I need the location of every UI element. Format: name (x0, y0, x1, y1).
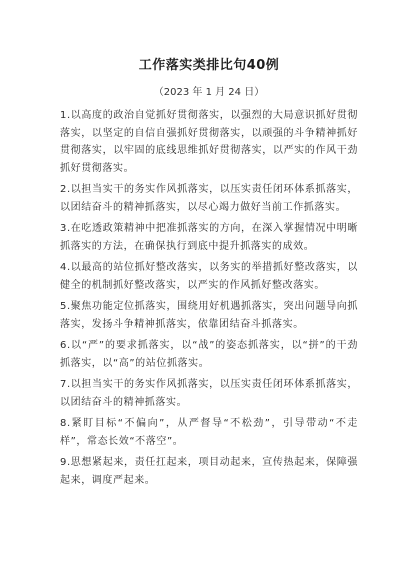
document-date: （2023 年 1 月 24 日） (153, 87, 265, 98)
item-list (60, 107, 358, 489)
list-item: 5.聚焦功能定位抓落实，围绕用好机遇抓落实，突出问题导向抓落实，发扬斗争精神抓落实，依靠团结奋斗抓落实。 (60, 301, 358, 330)
list-item: 2.以担当实干的务实作风抓落实，以压实责任闭环体系抓落实，以团结奋斗的精神抓落实，以尽心竭力做好当前工作抓落实。 (60, 184, 358, 213)
list-item: 6.以“严”的要求抓落实，以“战”的姿态抓落实，以“拼”的干劲抓落实，以“高”的站位抓落实。 (60, 340, 358, 369)
list-item: 1.以高度的政治自觉抓好贯彻落实，以强烈的大局意识抓好贯彻落实，以坚定的自信自强抓好贯彻落实，以顽强的斗争精神抓好贯彻落实，以牢固的底线思维抓好贯彻落实，以严实的作风干劲抓好贯彻落实。 (60, 110, 358, 174)
list-item: 4.以最高的站位抓好整改落实，以务实的举措抓好整改落实，以健全的机制抓好整改落实，以严实的作风抓好整改落实。 (60, 262, 358, 291)
list-item: 3.在吃透政策精神中把准抓落实的方向，在深入掌握情况中明晰抓落实的方法，在确保执行到底中提升抓落实的成效。 (60, 223, 358, 252)
document-title: 工作落实类排比句40例 (138, 58, 280, 73)
list-item: 8.紧盯目标“不偏向”，从严督导“不松劲”，引导带动“不走样”，常态长效“不落空”。 (60, 418, 358, 447)
list-item: 7.以担当实干的务实作风抓落实，以压实责任闭环体系抓落实，以团结奋斗的精神抓落实。 (60, 379, 358, 408)
list-item: 9.思想紧起来，责任扛起来，项目动起来，宣传热起来，保障强起来，调度严起来。 (60, 457, 358, 486)
